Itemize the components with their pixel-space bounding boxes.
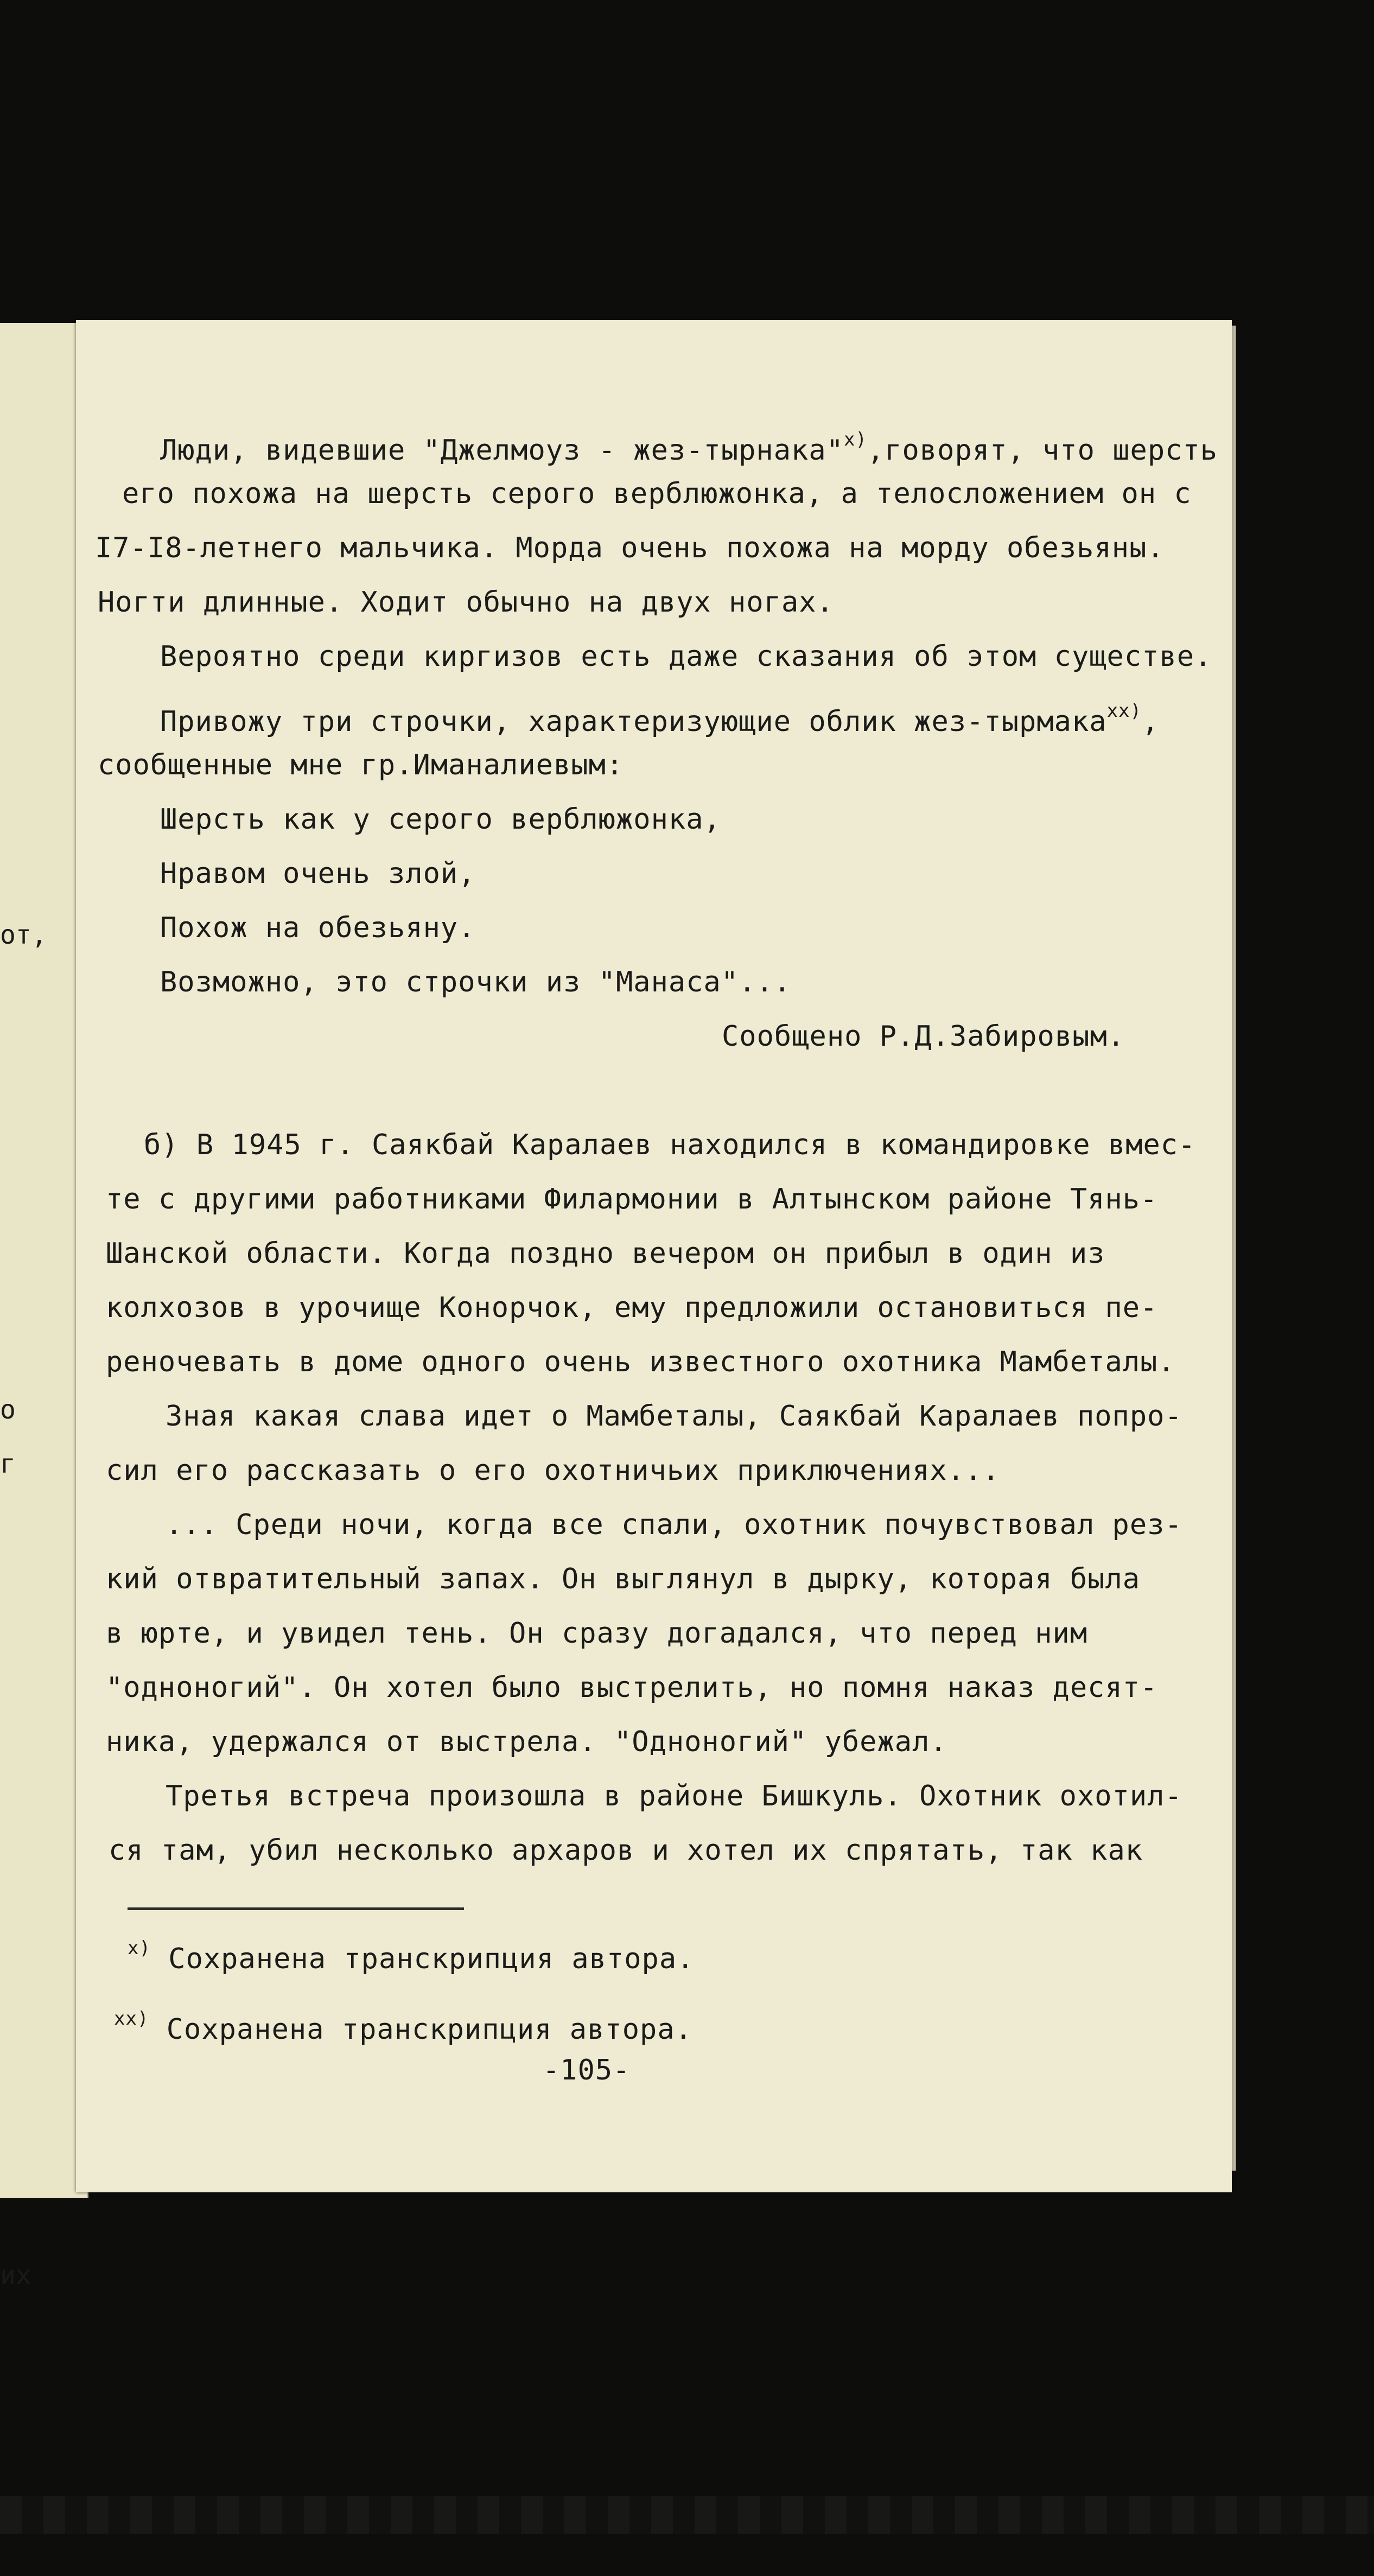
left-page-edge bbox=[0, 323, 88, 2291]
text-line-7: сообщенные мне гр.Иманалиевым: bbox=[98, 749, 624, 781]
left-page-fragment: г bbox=[0, 1449, 16, 1479]
attribution: Сообщено Р.Д.Забировым. bbox=[722, 1020, 1125, 1053]
text-line-5: Вероятно среди киргизов есть даже сказания об этом существе. bbox=[160, 640, 1212, 673]
text-line-4: Ногти длинные. Ходит обычно на двух ногах. bbox=[98, 586, 834, 619]
table-surface bbox=[0, 2496, 1374, 2534]
left-page-fragment: от, bbox=[0, 920, 47, 950]
text-line-15: Шанской области. Когда поздно вечером он прибыл в один из bbox=[106, 1237, 1105, 1270]
text-line-14: те с другими работниками Филармонии в Алтынском районе Тянь- bbox=[106, 1183, 1158, 1216]
text-line-20: ... Среди ночи, когда все спали, охотник почувствовал рез- bbox=[166, 1509, 1182, 1541]
text-line-11: Возможно, это строчки из "Манаса"... bbox=[160, 966, 792, 998]
text-line-17: реночевать в доме одного очень известного охотника Мамбеталы. bbox=[106, 1346, 1175, 1378]
text-line-22: в юрте, и увидел тень. Он сразу догадался, что перед ним bbox=[106, 1617, 1088, 1650]
verse-line-2: Нравом очень злой, bbox=[160, 857, 476, 890]
text-line-24: ника, удержался от выстрела. "Одноногий" убежал. bbox=[106, 1726, 947, 1758]
document-page bbox=[76, 320, 1232, 2192]
text-line-25: Третья встреча произошла в районе Бишкуль. Охотник охотил- bbox=[166, 1780, 1182, 1812]
footnote-1: $^{х)}$ Сохранена транскрипция автора. bbox=[128, 1937, 695, 1975]
footnote-2: $^{хх)}$ Сохранена транскрипция автора. bbox=[114, 2008, 692, 2046]
text-line-23: "одноногий". Он хотел было выстрелить, но помня наказ десят- bbox=[106, 1671, 1158, 1704]
text-line-1: Люди, видевшие "Джелмоуз - жез-тырнака"$^{х)}$,говорят, что шерсть bbox=[160, 429, 1218, 467]
left-page-fragment: их bbox=[0, 2260, 31, 2291]
footnote-mark-1: х) bbox=[843, 429, 867, 450]
text-line-21: кий отвратительный запах. Он выглянул в дырку, которая была bbox=[106, 1563, 1141, 1595]
text-line-26: ся там, убил несколько архаров и хотел их спрятать, так как bbox=[109, 1834, 1143, 1867]
text-line-19: сил его рассказать о его охотничьих приключениях... bbox=[106, 1454, 1000, 1487]
footnote-separator bbox=[128, 1907, 464, 1910]
text-line-2: его похожа на шерсть серого верблюжонка, а телосложением он с bbox=[122, 478, 1192, 510]
text-line-16: колхозов в урочище Конорчок, ему предложили остановиться пе- bbox=[106, 1292, 1158, 1324]
text-line-3: I7-I8-летнего мальчика. Морда очень похожа на морду обезьяны. bbox=[95, 532, 1165, 564]
verse-line-1: Шерсть как у серого верблюжонка, bbox=[160, 803, 721, 836]
page-number: -105- bbox=[543, 2054, 631, 2087]
text-line-6: Привожу три строчки, характеризующие облик жез-тырмака$^{хх)}$, bbox=[160, 700, 1160, 738]
left-page-fragment: о bbox=[0, 1395, 16, 1425]
verse-line-3: Похож на обезьяну. bbox=[160, 912, 476, 944]
footnote-mark-2: хх) bbox=[1106, 700, 1142, 722]
text-line-13: б) В 1945 г. Саякбай Каралаев находился в командировке вмес- bbox=[144, 1129, 1196, 1161]
text-line-18: Зная какая слава идет о Мамбеталы, Саякбай Каралаев попро- bbox=[166, 1400, 1182, 1433]
